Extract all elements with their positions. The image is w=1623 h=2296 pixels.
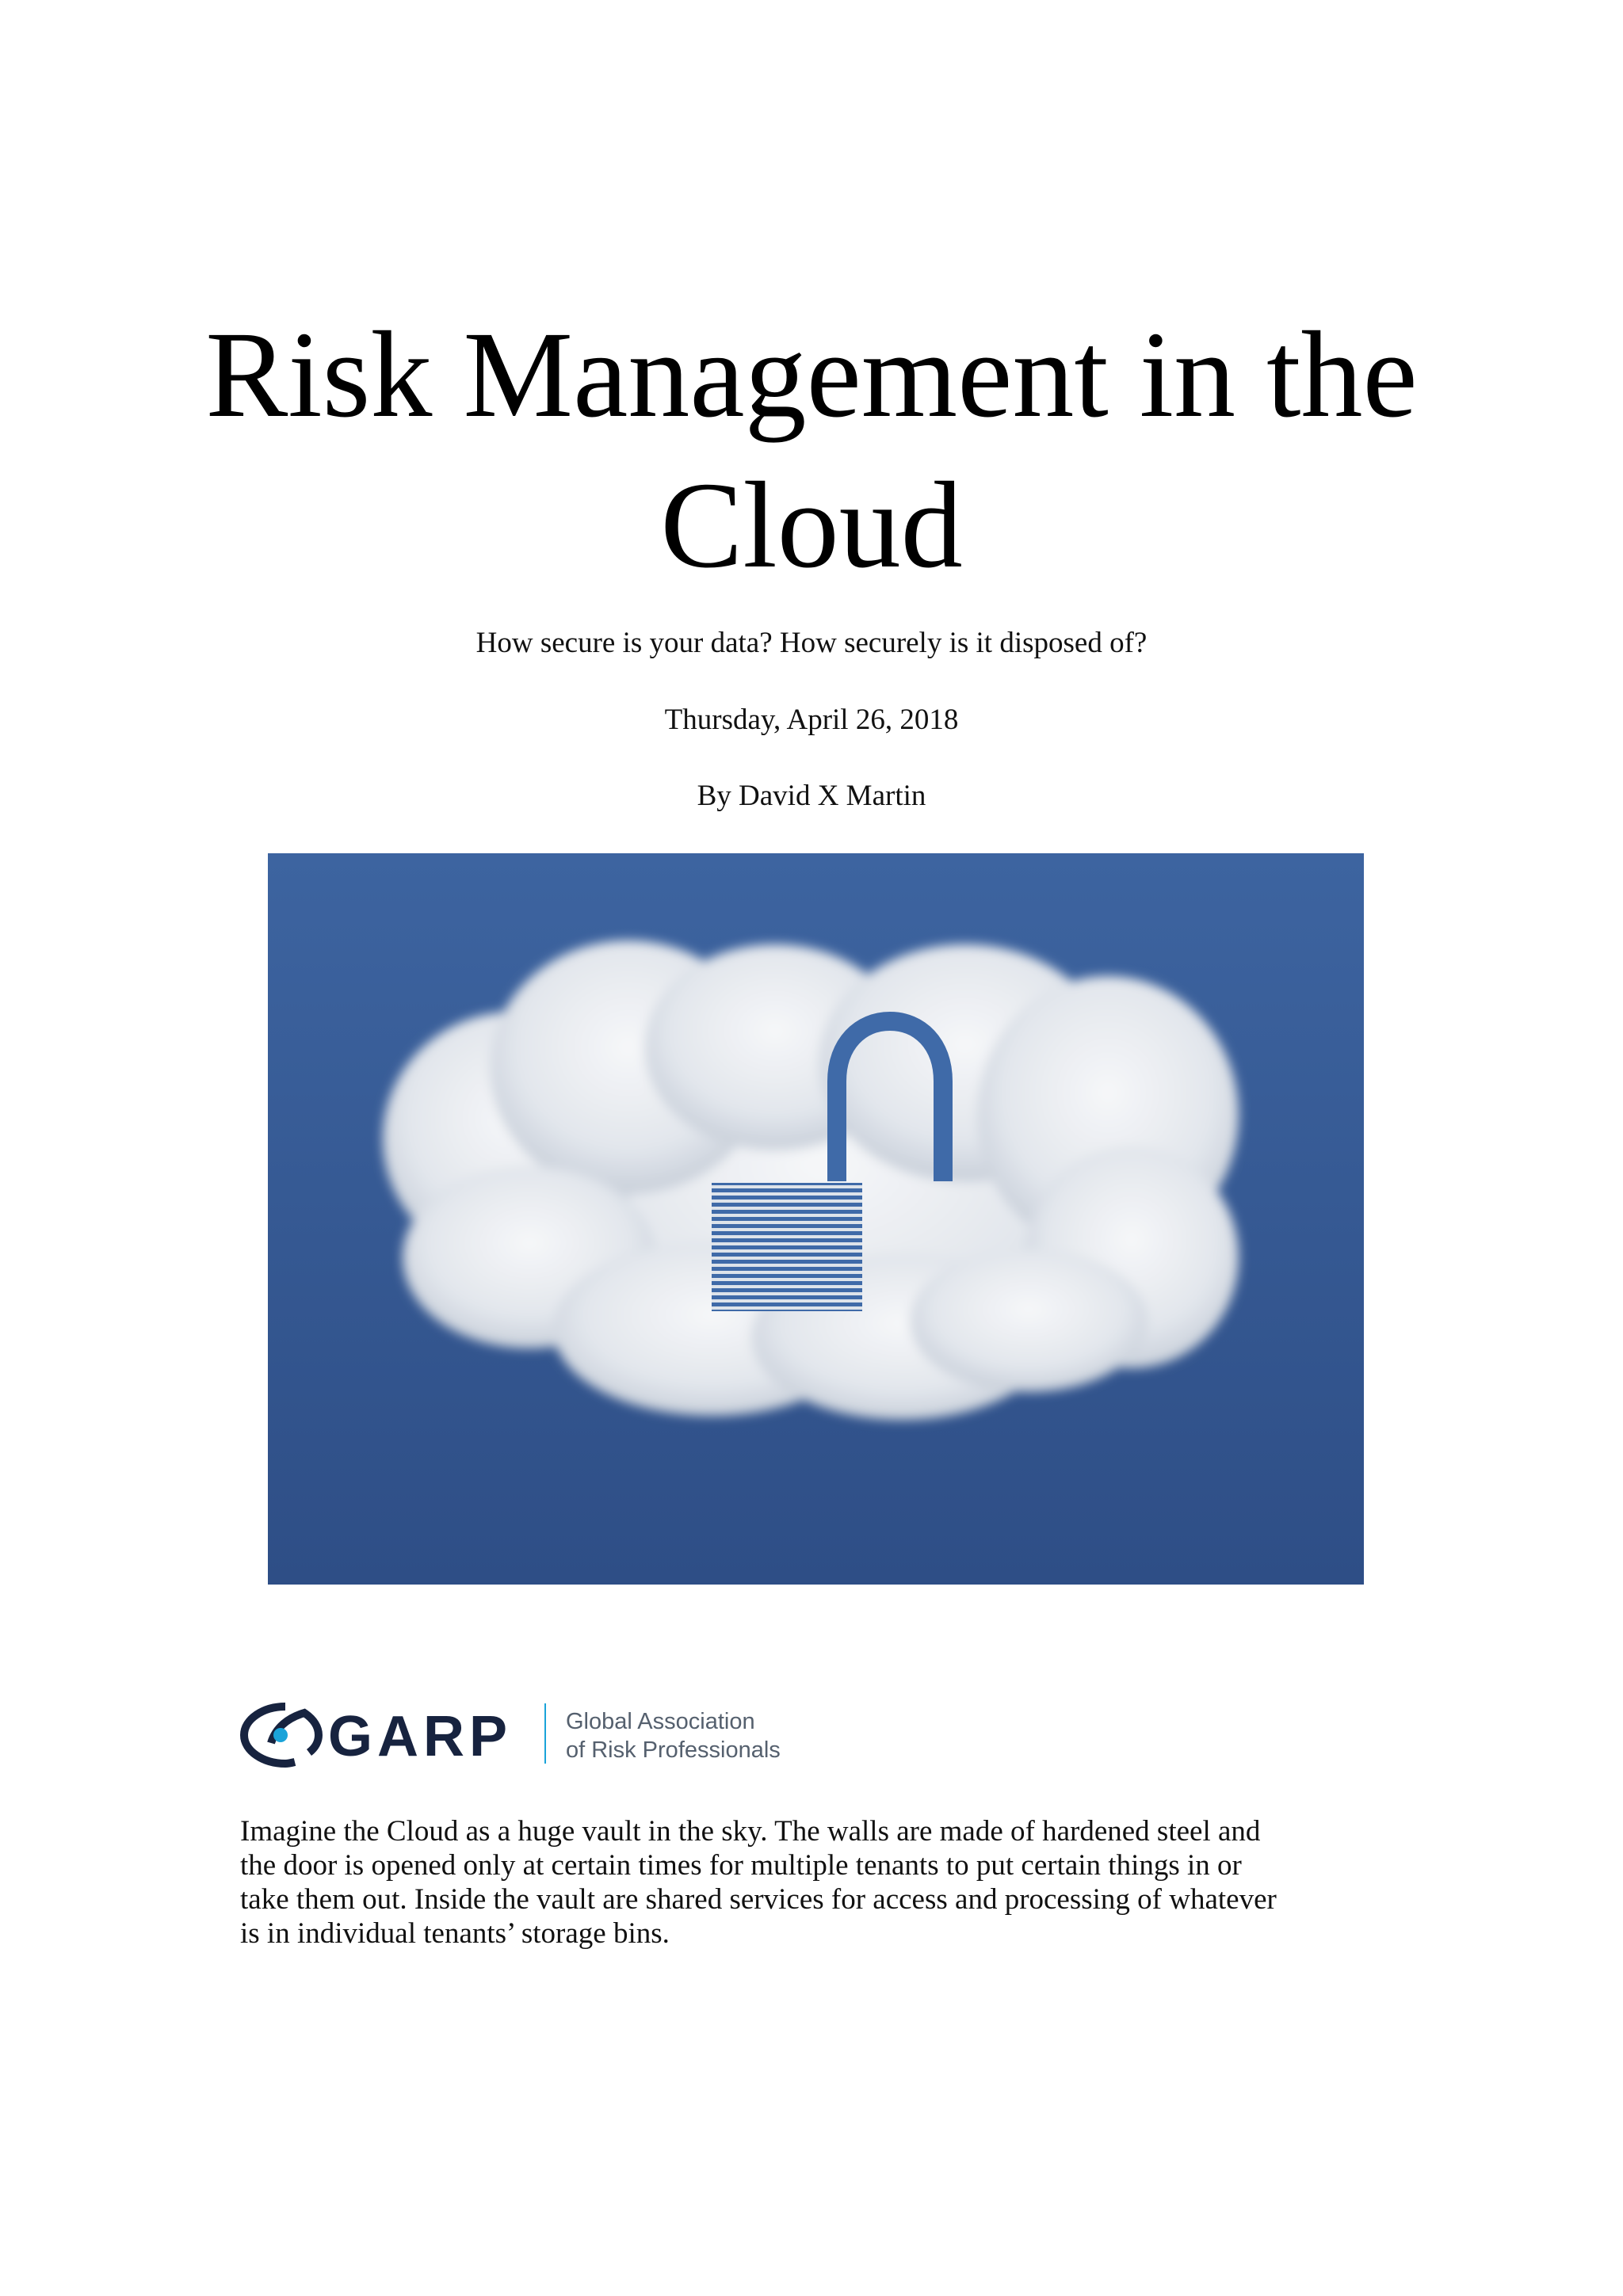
- logo-divider: [544, 1703, 546, 1764]
- cloud-lock-image: [268, 853, 1364, 1585]
- publish-date: Thursday, April 26, 2018: [664, 704, 959, 736]
- page-title: Risk Management in the Cloud: [205, 306, 1418, 593]
- article-subtitle: How secure is your data? How securely is it disposed of?: [475, 627, 1148, 659]
- logo-tagline-line1: Global Association: [566, 1709, 755, 1734]
- garp-eye-icon: [244, 1707, 319, 1764]
- garp-wordmark: GARP: [328, 1705, 513, 1768]
- garp-logo: [239, 1695, 810, 1772]
- logo-tagline-line2: of Risk Professionals: [566, 1737, 781, 1763]
- article-body-paragraph: Imagine the Cloud as a huge vault in the sky. The walls are made of hardened steel and the door is opened only at certain times for multiple tenants to put certain things in or take them out. Inside the vault are shared services for access and processing of whatever is in individual tenants’ storage bins.: [240, 1815, 1277, 1950]
- author-byline: By David X Martin: [697, 780, 926, 812]
